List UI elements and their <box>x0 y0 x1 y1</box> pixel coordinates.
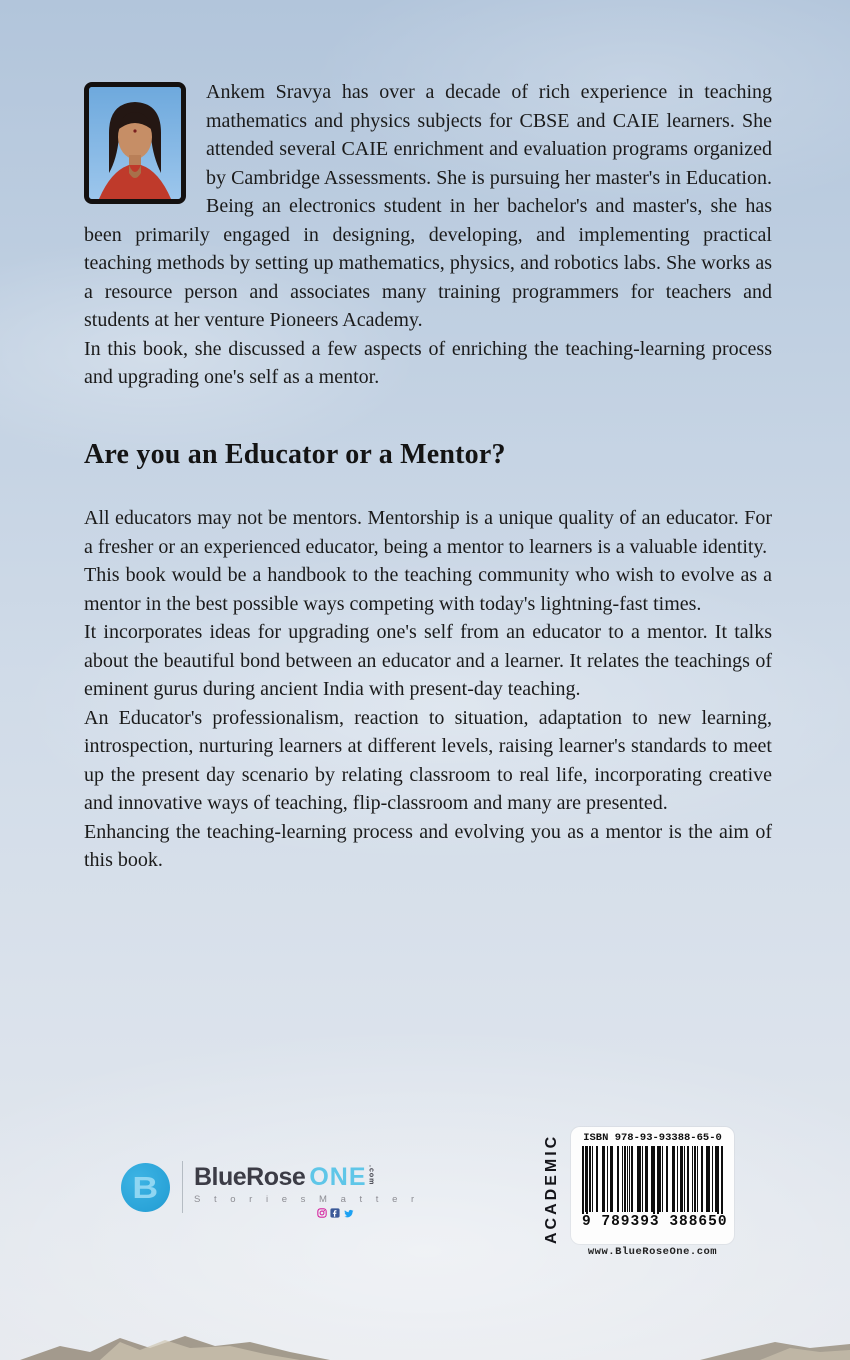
publisher-domain: .com <box>367 1165 375 1186</box>
instagram-icon <box>317 1208 327 1218</box>
bluerose-circle-icon <box>121 1163 170 1212</box>
publisher-website: www.BlueRoseOne.com <box>587 1246 718 1258</box>
mountain-peaks <box>0 1326 850 1360</box>
author-photo <box>84 82 186 204</box>
back-cover-text <box>84 78 772 875</box>
publisher-name <box>194 1165 420 1205</box>
body-paragraph-2: This book would be a handbook to the teaching community who wish to evolve as a mentor in the best possible ways competing with today's lightning-fast times. <box>84 564 772 615</box>
body-paragraph-3: It incorporates ideas for upgrading one's self from an educator to a mentor. It talks about the beautiful bond between an educator and a learner. It relates the teachings of eminent gurus during ancient India with present-day teaching. <box>84 621 772 701</box>
category-label: ACADEMIC <box>543 1133 560 1244</box>
logo-letter: B <box>132 1170 159 1205</box>
body-paragraph-4: An Educator's professionalism, reaction to situation, adaptation to new learning, introspection, nurturing learners at different levels, raising learner's standards to meet up the present day scenario by relating classroom to real life, incorporating creative and innovative ways of teaching, flip-classroom and many are presented. <box>84 706 772 815</box>
body-paragraph-1: All educators may not be mentors. Mentorship is a unique quality of an educator. For a fresher or an experienced educator, being a mentor to learners is a valuable identity. <box>84 507 772 558</box>
section-heading: Are you an Educator or a Mentor? <box>84 438 506 470</box>
author-bio-paragraph-2: In this book, she discussed a few aspects of enriching the teaching-learning process and upgrading one's self as a mentor. <box>84 337 772 388</box>
facebook-icon <box>330 1208 340 1218</box>
barcode-bars-icon <box>582 1146 723 1212</box>
author-bio-paragraph-1: Ankem Sravya has over a decade of rich experience in teaching mathematics and physics subjects for CBSE and CAIE learners. She attended several CAIE enrichment and evaluation programs organized by Cambridge Assessments. She is pursuing her master's in Education. Being an electronics student in her bachelor's and master's, she has been primarily engaged in designing, developing, and implementing practical teaching methods by setting up mathematics, physics, and robotics labs. She works as a resource person and associates many training programmers for teachers and students at her venture Pioneers Academy. <box>84 81 772 331</box>
publisher-tagline: S t o r i e s M a t t e r <box>194 1194 420 1205</box>
social-icons <box>317 1208 354 1218</box>
publisher-logo <box>121 1161 420 1225</box>
isbn-label: ISBN 978-93-93388-65-0 <box>583 1132 722 1144</box>
author-portrait-illustration <box>89 87 181 199</box>
barcode-digits: 9 789393 388650 <box>582 1214 728 1230</box>
publisher-name-accent: ONE <box>309 1163 367 1191</box>
publisher-name-main: BlueRose <box>194 1163 306 1191</box>
body-paragraph-5: Enhancing the teaching-learning process and evolving you as a mentor is the aim of this book. <box>84 820 772 872</box>
barcode <box>571 1127 734 1244</box>
logo-divider <box>182 1161 183 1213</box>
twitter-icon <box>343 1208 354 1218</box>
